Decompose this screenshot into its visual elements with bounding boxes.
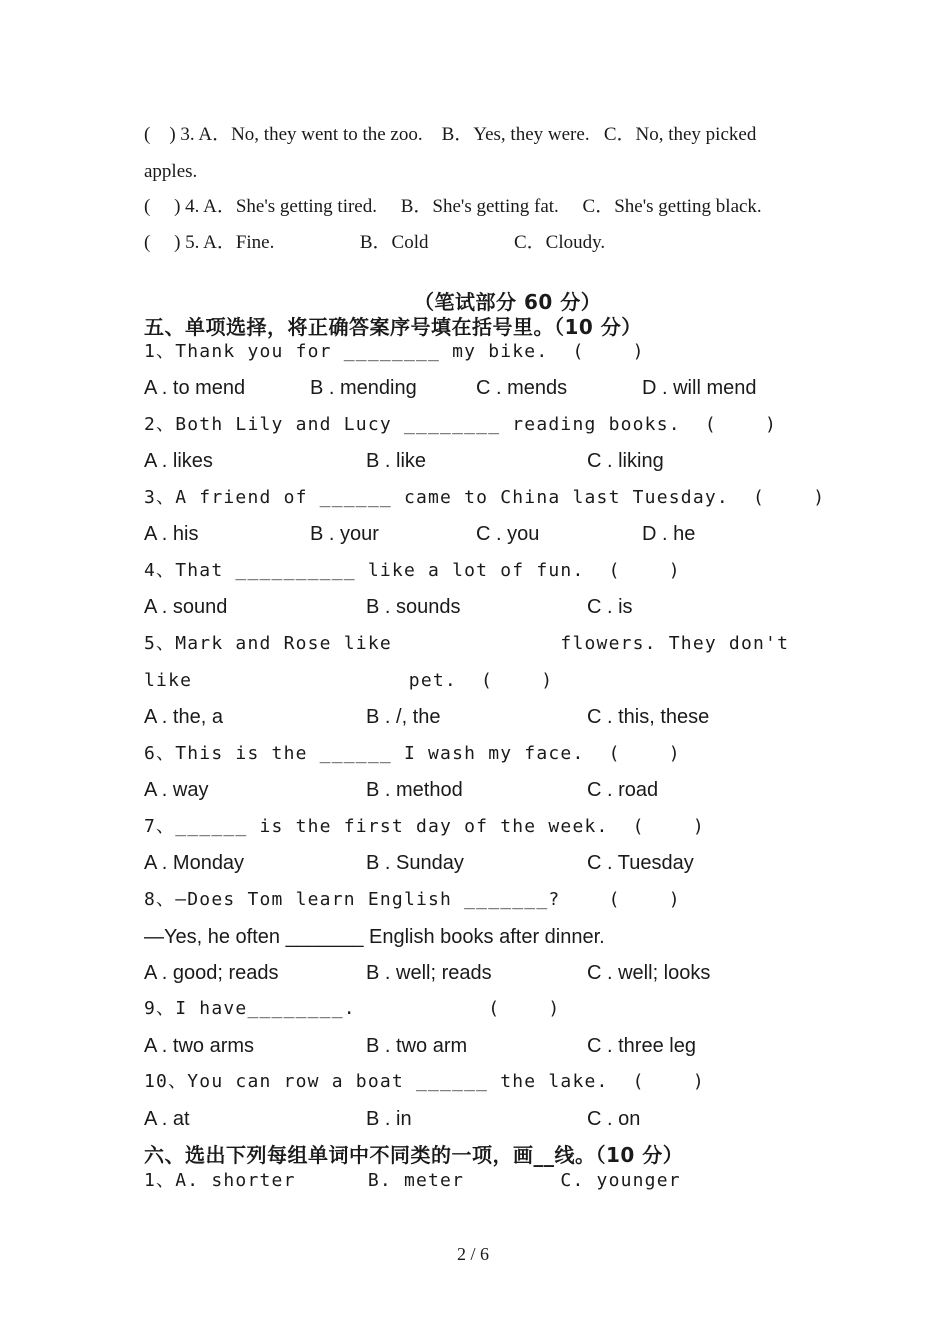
- option-a: A . sound: [144, 596, 228, 618]
- listening-item-4: ( ) 4. A．She's getting tired. B．She's getting fat. C．She's getting black.: [144, 196, 762, 217]
- option-a: A . likes: [144, 450, 213, 472]
- option-c: C . Tuesday: [587, 852, 694, 874]
- question-6: 6、This is the ______ I wash my face. ( ): [144, 743, 681, 764]
- option-c: C . three leg: [587, 1035, 696, 1057]
- option-b: B . in: [366, 1108, 412, 1130]
- question-10: 10、You can row a boat ______ the lake. ( ): [144, 1071, 705, 1092]
- question-3: 3、A friend of ______ came to China last Tuesday. ( ): [144, 487, 826, 508]
- option-b: B . method: [366, 779, 463, 801]
- option-c: C . liking: [587, 450, 664, 472]
- option-b: B . well; reads: [366, 962, 492, 984]
- option-a: A . two arms: [144, 1035, 255, 1057]
- option-b: B . sounds: [366, 596, 461, 618]
- option-c: C . road: [587, 779, 659, 801]
- written-part-title: （笔试部分 60 分）: [414, 290, 602, 314]
- listening-item-5: ( ) 5. A．Fine. B．Cold C．Cloudy.: [144, 232, 606, 253]
- option-c: C . well; looks: [587, 962, 711, 984]
- option-b: B . mending: [310, 377, 417, 399]
- option-b: B . your: [310, 523, 379, 545]
- page-number: 2 / 6: [457, 1244, 490, 1264]
- option-c: C . on: [587, 1108, 641, 1130]
- option-b: B . like: [366, 450, 427, 472]
- option-d: D . he: [642, 523, 696, 545]
- listening-item-3: ( ) 3. A．No, they went to the zoo. B．Yes, they were. C．No, they picked: [144, 124, 757, 145]
- option-c: C . mends: [476, 377, 568, 399]
- question-9: 9、I have________. ( ): [144, 998, 561, 1019]
- question-4: 4、That __________ like a lot of fun. ( ): [144, 560, 681, 581]
- option-c: C . you: [476, 523, 540, 545]
- option-c: C . this, these: [587, 706, 710, 728]
- section-6-heading: 六、选出下列每组单词中不同类的一项，画__线。（10 分）: [144, 1143, 684, 1167]
- option-d: D . will mend: [642, 377, 757, 399]
- question-8: 8、—Does Tom learn English _______? ( ): [144, 889, 681, 910]
- listening-item-3-continued: apples.: [144, 161, 198, 182]
- option-a: A . to mend: [144, 377, 246, 399]
- option-a: A . the, a: [144, 706, 223, 728]
- question-5-continued: like pet. ( ): [144, 670, 554, 691]
- option-a: A . good; reads: [144, 962, 279, 984]
- option-c: C . is: [587, 596, 633, 618]
- question-1: 1、Thank you for ________ my bike. ( ): [144, 341, 645, 362]
- question-5: 5、Mark and Rose like flowers. They don't: [144, 633, 790, 654]
- option-a: A . way: [144, 779, 209, 801]
- option-a: A . at: [144, 1108, 190, 1130]
- option-a: A . Monday: [144, 852, 245, 874]
- option-b: B . /, the: [366, 706, 441, 728]
- section-5-heading: 五、单项选择，将正确答案序号填在括号里。（10 分）: [144, 315, 642, 339]
- question-2: 2、Both Lily and Lucy ________ reading books. ( ): [144, 414, 778, 435]
- option-a: A . his: [144, 523, 199, 545]
- question-7: 7、______ is the first day of the week. ( ): [144, 816, 705, 837]
- section-6-question-1: 1、A. shorter B. meter C. younger: [144, 1170, 681, 1191]
- option-b: B . two arm: [366, 1035, 468, 1057]
- option-b: B . Sunday: [366, 852, 464, 874]
- question-8-response: —Yes, he often _______ English books after dinner.: [144, 926, 605, 948]
